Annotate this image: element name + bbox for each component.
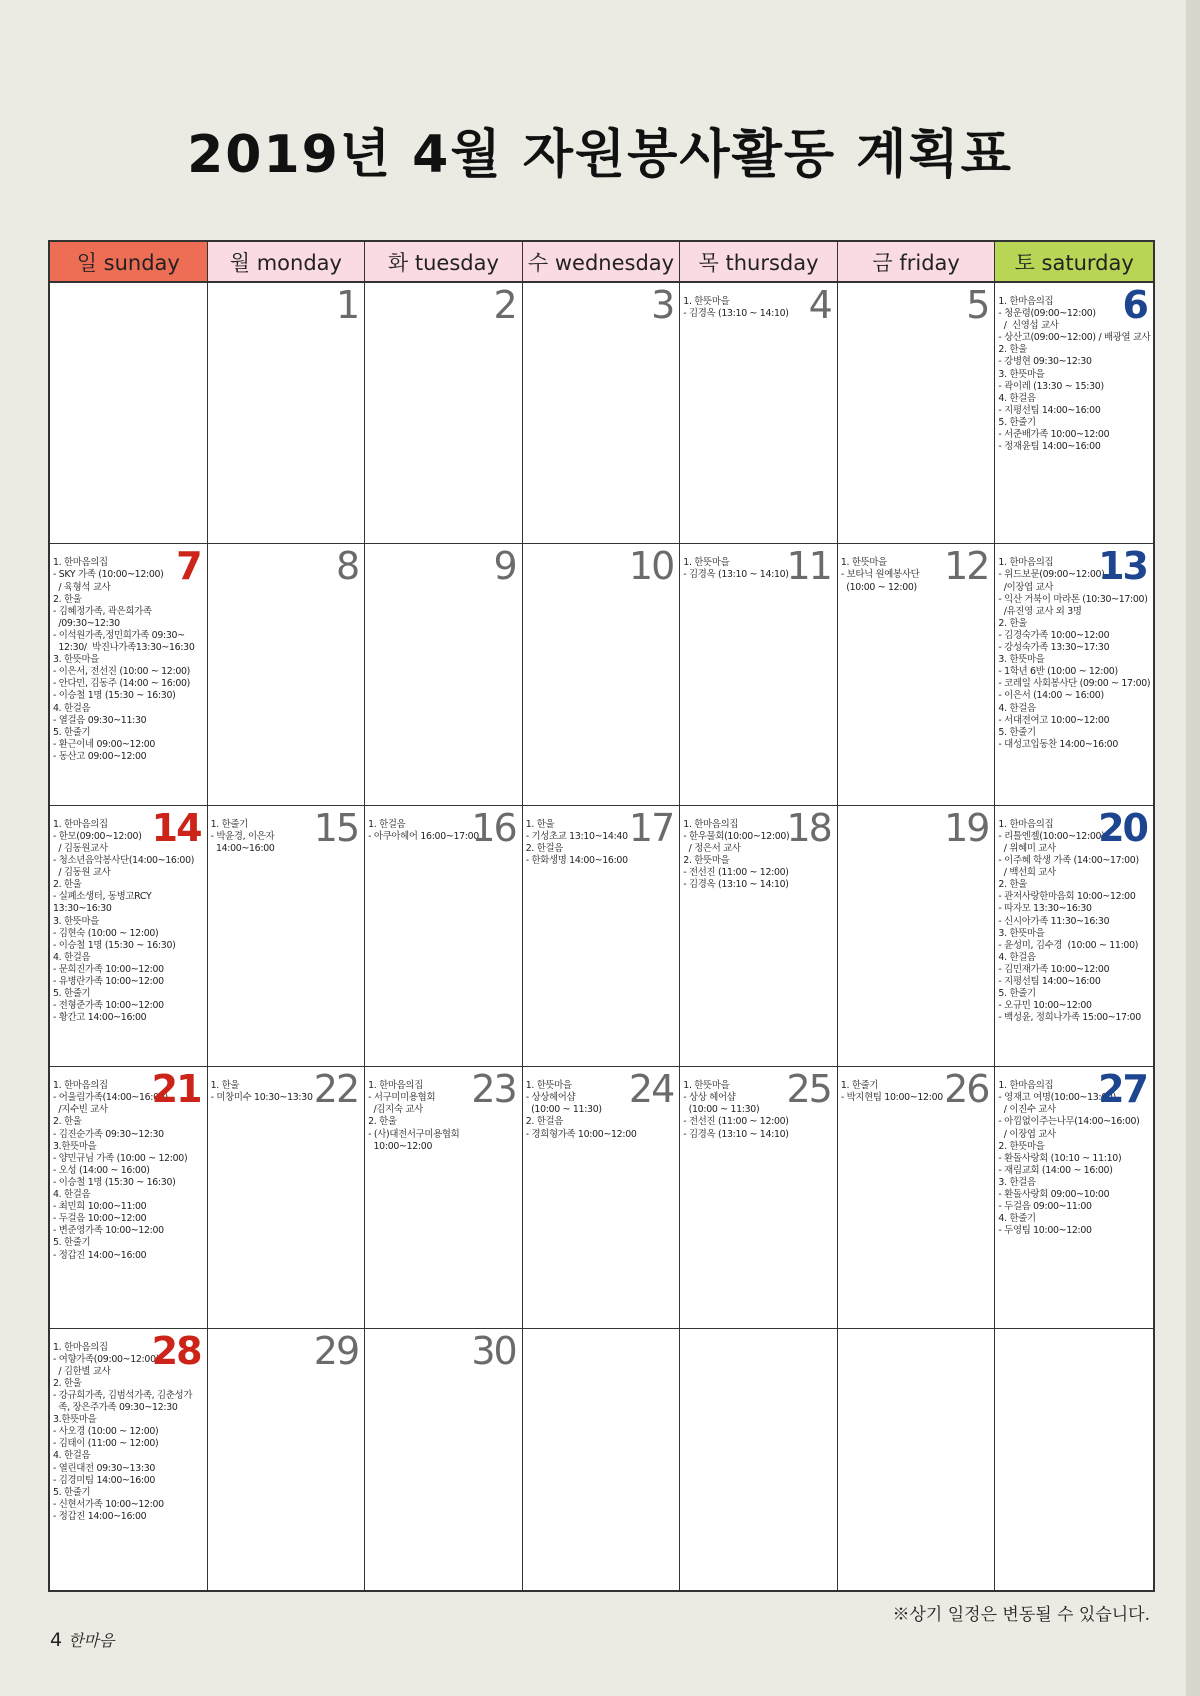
event-line: 2. 한울 xyxy=(998,344,1027,356)
event-line: - 환돌사랑회 09:00~10:00 xyxy=(998,1189,1110,1201)
event-line: 14:00~16:00 xyxy=(210,842,275,854)
event-line: / 정은서 교사 xyxy=(683,842,741,854)
event-line: 1. 한마음의집 xyxy=(998,296,1054,307)
day-cell xyxy=(995,1329,1153,1590)
event-line: 족, 장은주가족 09:30~12:30 xyxy=(53,1402,178,1414)
event-line: / 육형석 교사 xyxy=(53,581,111,593)
day-number: 23 xyxy=(471,1067,516,1112)
day-cell xyxy=(680,283,838,544)
event-line: 2. 한울 xyxy=(998,879,1027,891)
event-line: - 두영팀 10:00~12:00 xyxy=(998,1225,1092,1237)
event-line: - 환근이네 09:00~12:00 xyxy=(53,738,156,750)
calendar-grid xyxy=(48,240,1155,1592)
event-line: - 영재고 여명(10:00~13:00) xyxy=(998,1092,1116,1104)
event-line: - 문희진가족 10:00~12:00 xyxy=(53,963,164,975)
event-line: - 정재윤팀 14:00~16:00 xyxy=(998,441,1101,453)
day-cell xyxy=(838,1329,996,1590)
day-cell xyxy=(838,283,996,544)
event-line: - 강성숙가족 13:30~17:30 xyxy=(998,642,1110,654)
event-line: - 상상 헤어샵 xyxy=(683,1092,736,1104)
event-line: - 한화생명 14:00~16:00 xyxy=(525,855,628,867)
page-title: 2019년 4월 자원봉사활동 계획표 xyxy=(187,125,1013,185)
day-cell xyxy=(680,1329,838,1590)
day-cell xyxy=(208,544,366,805)
event-line: 4. 한걸음 xyxy=(53,702,91,714)
event-line: 1. 한마음의집 xyxy=(998,557,1054,569)
event-line: - 이은서 (14:00 ~ 16:00) xyxy=(998,690,1104,702)
event-line: 3. 한뜻마을 xyxy=(53,654,100,666)
event-line: - 유병란가족 10:00~12:00 xyxy=(53,976,164,988)
day-number: 30 xyxy=(471,1328,516,1373)
day-number: 13 xyxy=(1098,544,1147,589)
event-line: - 박윤경, 이은자 xyxy=(210,830,275,842)
weekday-header-friday: 금 friday xyxy=(838,242,996,283)
day-number: 25 xyxy=(786,1067,831,1112)
event-line: - 백성윤, 정희나가족 15:00~17:00 xyxy=(998,1012,1141,1024)
day-number: 14 xyxy=(151,805,201,850)
event-line: 4. 한걸음 xyxy=(53,951,91,963)
event-line: - 신시아가족 11:30~16:30 xyxy=(998,915,1110,927)
event-line: - 이주혜 학생 가족 (14:00~17:00) xyxy=(998,855,1139,867)
event-line: - 1학년 6반 (10:00 ~ 12:00) xyxy=(998,666,1118,678)
event-line: - 김경옥 (13:10 ~ 14:10) xyxy=(683,569,789,581)
day-number: 29 xyxy=(313,1328,359,1373)
event-line: - 김경옥 (13:10 ~ 14:10) xyxy=(683,308,789,320)
event-line: (10:00 ~ 11:30) xyxy=(525,1104,602,1116)
event-line: - 김혜정가족, 곽은희가족 xyxy=(53,605,152,617)
event-line: 5. 한줄기 xyxy=(53,1486,91,1498)
day-number: 6 xyxy=(1122,283,1147,327)
event-line: - 두걸음 09:00~11:00 xyxy=(998,1201,1092,1213)
day-cell xyxy=(208,1067,366,1328)
day-cell xyxy=(523,544,681,805)
event-line: - 전형준가족 10:00~12:00 xyxy=(53,1000,164,1012)
event-line: / 김동원교사 xyxy=(53,842,108,854)
event-line: - 대성고입동찬 14:00~16:00 xyxy=(998,738,1118,750)
event-line: - 어울림가족(14:00~16:00) xyxy=(53,1092,168,1104)
event-line: - 김경옥 (13:10 ~ 14:10) xyxy=(683,879,789,891)
event-line: - 익산 거북이 마라톤 (10:30~17:00) xyxy=(998,593,1148,605)
day-cell xyxy=(680,544,838,805)
day-cell xyxy=(208,806,366,1067)
day-number: 21 xyxy=(151,1067,201,1112)
day-number: 28 xyxy=(151,1328,201,1373)
event-line: - 위드보문(09:00~12:00) xyxy=(998,569,1105,581)
event-line: 10:00~12:00 xyxy=(368,1140,433,1152)
page-edge-strip xyxy=(1186,0,1200,1696)
event-line: / 백선희 교사 xyxy=(998,867,1056,879)
event-line: 2. 한울 xyxy=(998,617,1027,629)
day-number: 2 xyxy=(493,283,516,327)
day-number: 9 xyxy=(493,544,516,589)
event-line: - 김현숙 (10:00 ~ 12:00) xyxy=(53,927,159,939)
event-line: 1. 한마음의집 xyxy=(53,557,108,569)
event-line: 2. 한울 xyxy=(53,593,82,605)
event-line: - 김경옥 (13:10 ~ 14:10) xyxy=(683,1128,789,1140)
event-line: 3.한뜻마을 xyxy=(53,1140,97,1152)
day-cell xyxy=(680,1067,838,1328)
event-line: - 상산고(09:00~12:00) / 배광열 교사 xyxy=(998,332,1151,344)
day-cell xyxy=(523,1329,681,1590)
event-line: - 황간고 14:00~16:00 xyxy=(53,1012,147,1024)
day-cell xyxy=(365,544,523,805)
event-line: / 이장엽 교사 xyxy=(998,1128,1056,1140)
event-line: 4. 한걸음 xyxy=(998,392,1036,404)
event-line: - (사)대전서구미용협회 xyxy=(368,1128,460,1140)
event-line: - 곽이레 (13:30 ~ 15:30) xyxy=(998,380,1104,392)
day-cell xyxy=(838,806,996,1067)
day-number: 22 xyxy=(313,1067,359,1112)
day-number: 3 xyxy=(651,283,674,327)
event-line: 2. 한울 xyxy=(53,879,82,891)
day-cell xyxy=(838,544,996,805)
event-line: - 정갑진 14:00~16:00 xyxy=(53,1510,147,1522)
event-line: - 여향가족(09:00~12:00) xyxy=(53,1353,160,1365)
day-cell xyxy=(50,1067,208,1328)
event-line: - 강규희가족, 김범석가족, 김춘성가 xyxy=(53,1389,193,1401)
event-line: 4. 한걸음 xyxy=(998,702,1036,714)
weekday-header-monday: 월 monday xyxy=(208,242,366,283)
event-line: 1. 한울 xyxy=(210,1080,240,1092)
event-line: - 김민재가족 10:00~12:00 xyxy=(998,963,1110,975)
day-number: 24 xyxy=(628,1067,674,1112)
event-line: - 코레일 사회봉사단 (09:00 ~ 17:00) xyxy=(998,678,1151,690)
event-line: /09:30~12:30 xyxy=(53,617,120,629)
event-line: 1. 한뜻마을 xyxy=(683,1080,730,1092)
day-cell xyxy=(208,283,366,544)
event-line: 2. 한울 xyxy=(368,1116,397,1128)
day-number: 11 xyxy=(786,544,831,589)
event-line: 1. 한마음의집 xyxy=(998,1080,1054,1092)
day-cell xyxy=(995,544,1153,805)
event-line: - 김경미팀 14:00~16:00 xyxy=(53,1474,156,1486)
event-line: - 사오경 (10:00 ~ 12:00) xyxy=(53,1426,159,1438)
day-cell xyxy=(365,1067,523,1328)
day-cell xyxy=(50,544,208,805)
weekday-header-tuesday: 화 tuesday xyxy=(365,242,523,283)
day-cell xyxy=(995,283,1153,544)
day-number: 10 xyxy=(628,544,674,589)
event-line: - 최민희 10:00~11:00 xyxy=(53,1201,147,1213)
event-line: 1. 한줄기 xyxy=(840,1080,879,1092)
day-cell xyxy=(995,806,1153,1067)
event-line: 5. 한줄기 xyxy=(998,416,1036,428)
event-line: 3. 한뜻마을 xyxy=(998,654,1045,666)
event-line: - 전선진 (11:00 ~ 12:00) xyxy=(683,867,789,879)
day-cell xyxy=(838,1067,996,1328)
event-line: 1. 한뜻마을 xyxy=(683,296,730,307)
event-line: 5. 한줄기 xyxy=(53,726,91,738)
event-line: 2. 한뜻마을 xyxy=(998,1140,1045,1152)
day-number: 7 xyxy=(176,544,201,589)
day-number: 17 xyxy=(628,805,674,850)
day-cell xyxy=(50,283,208,544)
day-number: 5 xyxy=(966,283,989,327)
day-cell xyxy=(365,1329,523,1590)
event-line: - 리틀엔젤(10:00~12:00) xyxy=(998,830,1105,842)
event-line: - 재림교회 (14:00 ~ 16:00) xyxy=(998,1164,1113,1176)
event-line: 4. 한걸음 xyxy=(53,1450,91,1462)
event-line: - SKY 가족 (10:00~12:00) xyxy=(53,569,164,581)
weekday-header-saturday: 토 saturday xyxy=(995,242,1153,283)
event-line: - 지평선팀 14:00~16:00 xyxy=(998,976,1101,988)
day-cell xyxy=(50,806,208,1067)
event-line: / 김한별 교사 xyxy=(53,1365,111,1377)
event-line: 4. 한걸음 xyxy=(998,951,1036,963)
event-line: - 환돌사랑회 (10:10 ~ 11:10) xyxy=(998,1152,1122,1164)
event-line: - 이은서, 전선진 (10:00 ~ 12:00) xyxy=(53,666,191,678)
event-line: - 청운령(09:00~12:00) xyxy=(998,308,1096,320)
event-line: - 양민규님 가족 (10:00 ~ 12:00) xyxy=(53,1152,188,1164)
day-cell xyxy=(365,283,523,544)
event-line: 4. 한줄기 xyxy=(998,1213,1036,1225)
event-line: 5. 한줄기 xyxy=(53,1237,91,1249)
event-line: - 열걸음 09:30~11:30 xyxy=(53,714,147,726)
event-line: 2. 한걸음 xyxy=(525,842,563,854)
day-number: 12 xyxy=(944,544,989,589)
event-line: - 상상헤어샵 xyxy=(525,1092,576,1104)
event-line: - 따자모 13:30~16:30 xyxy=(998,903,1092,915)
event-line: 2. 한울 xyxy=(53,1116,82,1128)
day-number: 8 xyxy=(335,544,359,589)
event-line: - 동산고 09:00~12:00 xyxy=(53,750,147,762)
day-cell xyxy=(523,283,681,544)
event-line: - 김경숙가족 10:00~12:00 xyxy=(998,629,1110,641)
event-line: 2. 한뜻마을 xyxy=(683,855,730,867)
event-line: - 한우물회(10:00~12:00) xyxy=(683,830,790,842)
event-line: - 이승철 1명 (15:30 ~ 16:30) xyxy=(53,1176,176,1188)
event-line: - 청소년음악봉사단(14:00~16:00) xyxy=(53,855,195,867)
event-line: / 위혜미 교사 xyxy=(998,842,1056,854)
event-line: - 두걸음 10:00~12:00 xyxy=(53,1213,147,1225)
event-line: (10:00 ~ 11:30) xyxy=(683,1104,760,1116)
event-line: 3. 한뜻마을 xyxy=(998,927,1045,939)
day-number: 27 xyxy=(1098,1067,1147,1112)
day-number: 15 xyxy=(313,805,359,850)
event-line: - 김진순가족 09:30~12:30 xyxy=(53,1128,164,1140)
event-line: / 신영섭 교사 xyxy=(998,320,1059,332)
event-line: - 서준배가족 10:00~12:00 xyxy=(998,429,1110,441)
event-line: 1. 한마음의집 xyxy=(53,1080,108,1092)
event-line: 5. 한줄기 xyxy=(998,726,1036,738)
event-line: - 서구미미용협회 xyxy=(368,1092,436,1104)
event-line: - 아낌없이주는나무(14:00~16:00) xyxy=(998,1116,1140,1128)
day-number: 26 xyxy=(944,1067,989,1112)
event-line: - 지평선팀 14:00~16:00 xyxy=(998,404,1101,416)
event-line: /이장엽 교사 xyxy=(998,581,1054,593)
weekday-header-thursday: 목 thursday xyxy=(680,242,838,283)
day-number: 16 xyxy=(471,805,516,850)
day-cell xyxy=(208,1329,366,1590)
event-line: - 윤성미, 김수경 (10:00 ~ 11:00) xyxy=(998,939,1139,951)
event-line: 1. 한마음의집 xyxy=(53,1341,108,1353)
event-line: - 열린대전 09:30~13:30 xyxy=(53,1462,156,1474)
event-line: / 김동원 교사 xyxy=(53,867,111,879)
event-line: - 이석원가족,정민희가족 09:30~ xyxy=(53,629,185,641)
event-line: - 서대전여고 10:00~12:00 xyxy=(998,714,1110,726)
event-line: - 강병현 09:30~12:30 xyxy=(998,356,1092,368)
event-line: - 경희형가족 10:00~12:00 xyxy=(525,1128,637,1140)
event-line: /지수빈 교사 xyxy=(53,1104,108,1116)
event-line: 5. 한줄기 xyxy=(53,988,91,1000)
day-number: 1 xyxy=(335,283,359,327)
event-line: /김지숙 교사 xyxy=(368,1104,423,1116)
day-number: 19 xyxy=(944,805,989,850)
event-line: 1. 한울 xyxy=(525,818,555,830)
event-line: 1. 한걸음 xyxy=(368,818,406,830)
event-line: - 신현서가족 10:00~12:00 xyxy=(53,1498,164,1510)
schedule-change-note: ※상기 일정은 변동될 수 있습니다. xyxy=(892,1605,1150,1625)
day-cell xyxy=(365,806,523,1067)
event-line: 1. 한마음의집 xyxy=(53,818,108,830)
day-cell xyxy=(995,1067,1153,1328)
event-line: - 오규민 10:00~12:00 xyxy=(998,1000,1092,1012)
day-number: 4 xyxy=(808,283,831,327)
event-line: 1. 한마음의집 xyxy=(683,818,739,830)
event-line: 1. 한마음의집 xyxy=(368,1080,423,1092)
event-line: 3. 한뜻마을 xyxy=(53,915,100,927)
weekday-header-wednesday: 수 wednesday xyxy=(523,242,681,283)
event-line: - 정갑진 14:00~16:00 xyxy=(53,1249,147,1261)
day-cell xyxy=(50,1329,208,1590)
day-cell xyxy=(680,806,838,1067)
event-line: (10:00 ~ 12:00) xyxy=(840,581,917,593)
day-number: 18 xyxy=(786,805,831,850)
event-line: 3.한뜻마을 xyxy=(53,1414,97,1426)
weekday-header-sunday: 일 sunday xyxy=(50,242,208,283)
page-number: 4 xyxy=(50,1629,63,1651)
event-line: 4. 한걸음 xyxy=(53,1189,91,1201)
brand-logo: 한마음 xyxy=(68,1631,115,1650)
day-cell xyxy=(523,806,681,1067)
event-line: - 기성초교 13:10~14:40 xyxy=(525,830,628,842)
event-line: - 이승철 1명 (15:30 ~ 16:30) xyxy=(53,690,176,702)
day-cell xyxy=(523,1067,681,1328)
event-line: 1. 한마음의집 xyxy=(998,818,1054,830)
event-line: / 이진수 교사 xyxy=(998,1104,1056,1116)
event-line: 3. 한걸음 xyxy=(998,1176,1036,1188)
event-line: - 이승철 1명 (15:30 ~ 16:30) xyxy=(53,939,176,951)
event-line: - 한모(09:00~12:00) xyxy=(53,830,142,842)
event-line: /유진영 교사 외 3명 xyxy=(998,605,1082,617)
page-footer xyxy=(50,1628,114,1651)
event-line: - 미창미수 10:30~13:30 xyxy=(210,1092,313,1104)
event-line: - 안다민, 김동주 (14:00 ~ 16:00) xyxy=(53,678,191,690)
event-line: - 오성 (14:00 ~ 16:00) xyxy=(53,1164,150,1176)
event-line: - 보타닉 원예봉사단 xyxy=(840,569,920,581)
event-line: 3. 한뜻마을 xyxy=(998,368,1045,380)
event-line: 12:30/ 박진나가족13:30~16:30 xyxy=(53,642,195,654)
event-line: 1. 한뜻마을 xyxy=(525,1080,572,1092)
event-line: - 박지현팀 10:00~12:00 xyxy=(840,1092,943,1104)
event-line: - 실폐소생터, 동병고RCY 13:30~16:30 xyxy=(53,891,155,915)
event-line: - 전선진 (11:00 ~ 12:00) xyxy=(683,1116,789,1128)
event-line: - 변준영가족 10:00~12:00 xyxy=(53,1225,164,1237)
event-line: - 김태이 (11:00 ~ 12:00) xyxy=(53,1438,159,1450)
day-number: 20 xyxy=(1098,805,1147,850)
event-line: 2. 한걸음 xyxy=(525,1116,563,1128)
event-line: 1. 한줄기 xyxy=(210,818,248,830)
event-line: - 관저사랑한마음회 10:00~12:00 xyxy=(998,891,1136,903)
event-line: 1. 한뜻마을 xyxy=(683,557,730,569)
event-line: 5. 한줄기 xyxy=(998,988,1036,1000)
event-line: 2. 한울 xyxy=(53,1377,82,1389)
event-line: 1. 한뜻마을 xyxy=(840,557,887,569)
event-line: - 아쿠아헤어 16:00~17:00 xyxy=(368,830,479,842)
